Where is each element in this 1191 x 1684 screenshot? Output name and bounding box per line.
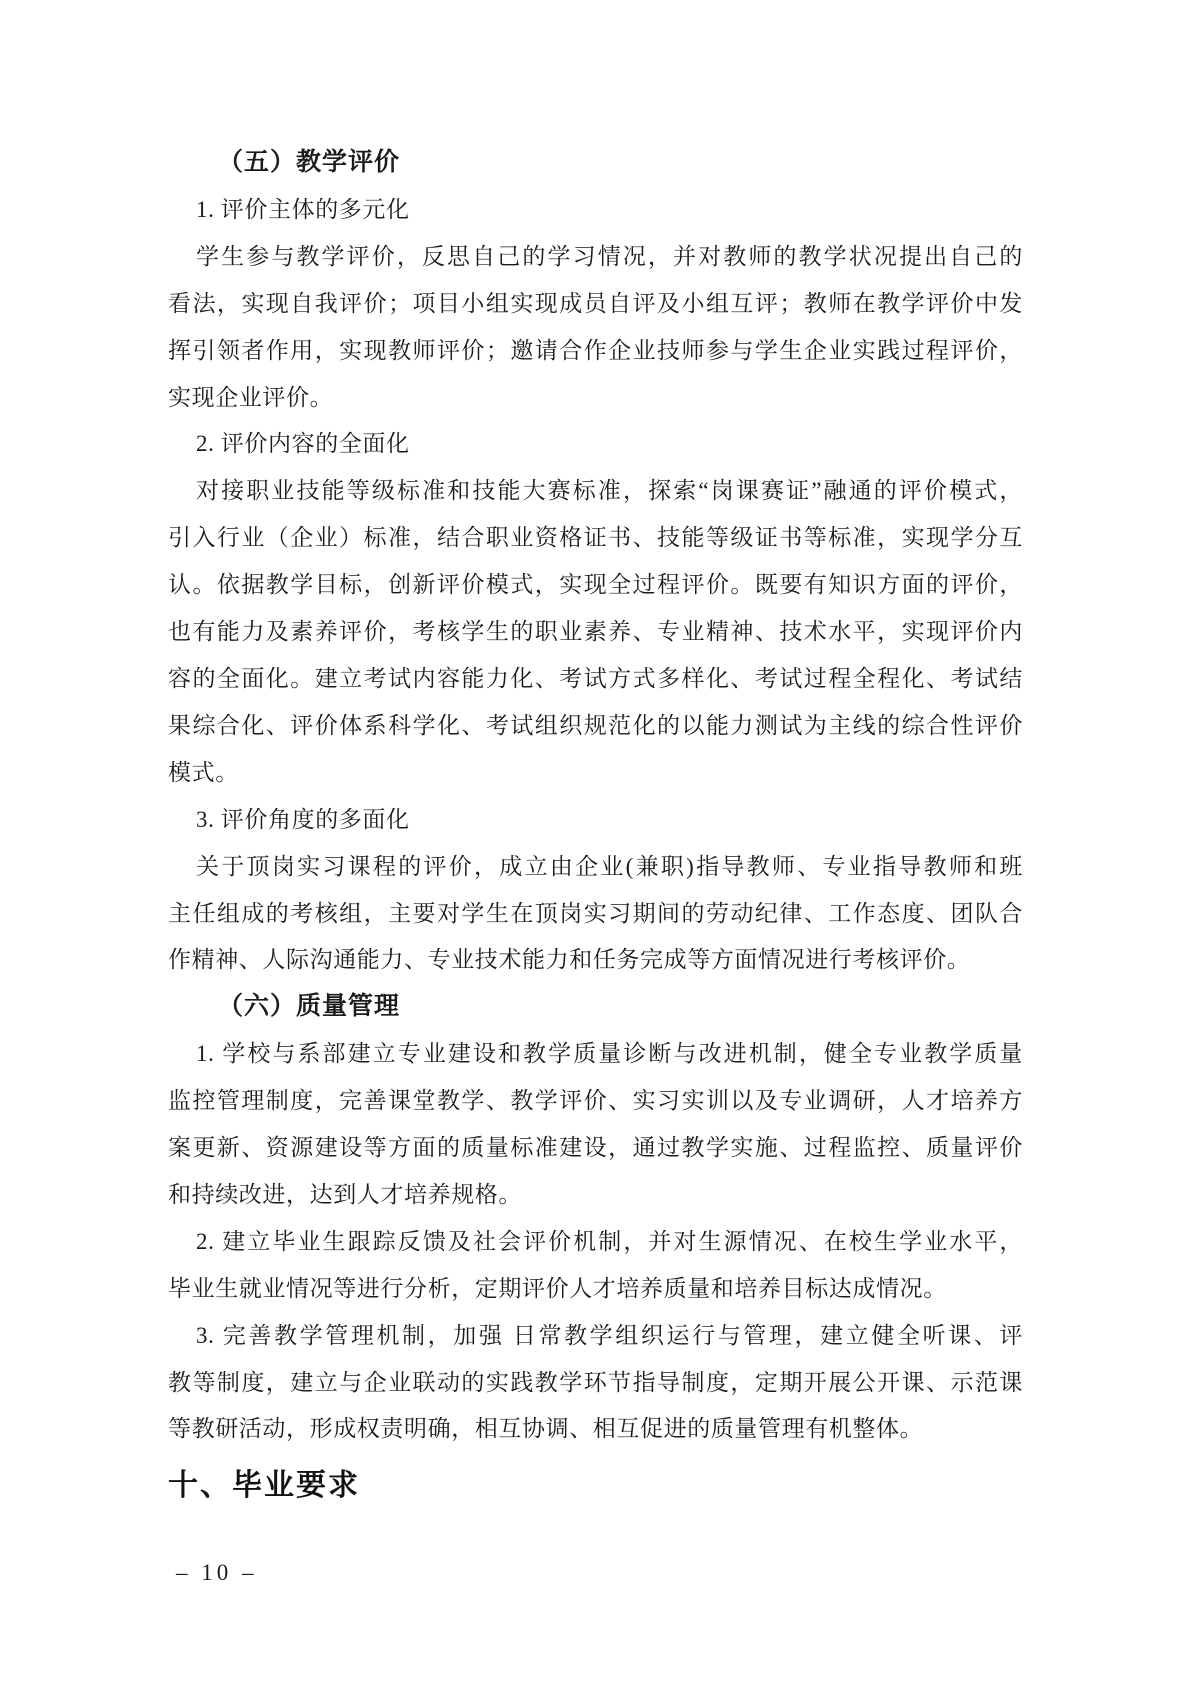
paragraph-line: 对接职业技能等级标准和技能大赛标准，探索“岗课赛证”融通的评价模式， xyxy=(196,478,1023,504)
paragraph-line: 监控管理制度，完善课堂教学、教学评价、实习实训以及专业调研，人才培养方 xyxy=(168,1088,1023,1114)
paragraph-line: 作精神、人际沟通能力、专业技术能力和任务完成等方面情况进行考核评价。 xyxy=(168,947,971,973)
paragraph-line: 毕业生就业情况等进行分析，定期评价人才培养质量和培养目标达成情况。 xyxy=(168,1275,947,1301)
sub1-heading: 1. 评价主体的多元化 xyxy=(196,196,410,222)
paragraph-line: 果综合化、评价体系科学化、考试组织规范化的以能力测试为主线的综合性评价 xyxy=(168,712,1023,738)
document-body xyxy=(168,140,1023,1510)
paragraph-line: 案更新、资源建设等方面的质量标准建设，通过教学实施、过程监控、质量评价 xyxy=(168,1135,1023,1161)
chapter-10-heading: 十、毕业要求 xyxy=(168,1469,360,1503)
paragraph-line: 和持续改进，达到人才培养规格。 xyxy=(168,1181,522,1207)
sub2-heading: 2. 评价内容的全面化 xyxy=(196,431,410,457)
page-number: – 10 – xyxy=(176,1560,258,1585)
paragraph-line: 3. 完善教学管理机制，加强 日常教学组织运行与管理，建立健全听课、评 xyxy=(196,1322,1023,1348)
section-5-heading: （五）教学评价 xyxy=(218,149,401,176)
paragraph-line: 也有能力及素养评价，考核学生的职业素养、专业精神、技术水平，实现评价内 xyxy=(168,619,1023,645)
paragraph-line: 容的全面化。建立考试内容能力化、考试方式多样化、考试过程全程化、考试结 xyxy=(168,665,1023,691)
paragraph-line: 学生参与教学评价，反思自己的学习情况，并对教师的教学状况提出自己的 xyxy=(196,243,1023,269)
paragraph-line: 挥引领者作用，实现教师评价；邀请合作企业技师参与学生企业实践过程评价， xyxy=(168,337,1023,363)
paragraph-line: 实现企业评价。 xyxy=(168,384,334,410)
paragraph-line: 引入行业（企业）标准，结合职业资格证书、技能等级证书等标准，实现学分互 xyxy=(168,525,1023,551)
sub3-heading: 3. 评价角度的多面化 xyxy=(196,806,410,832)
paragraph-line: 看法，实现自我评价；项目小组实现成员自评及小组互评；教师在教学评价中发 xyxy=(168,290,1023,316)
paragraph-line: 模式。 xyxy=(168,759,239,785)
section-6-heading: （六）质量管理 xyxy=(218,993,401,1021)
paragraph-line: 2. 建立毕业生跟踪反馈及社会评价机制，并对生源情况、在校生学业水平， xyxy=(196,1228,1023,1254)
paragraph-line: 教等制度，建立与企业联动的实践教学环节指导制度，定期开展公开课、示范课 xyxy=(168,1369,1023,1395)
paragraph-line: 等教研活动，形成权责明确，相互协调、相互促进的质量管理有机整体。 xyxy=(168,1416,924,1442)
paragraph-line: 1. 学校与系部建立专业建设和教学质量诊断与改进机制，健全专业教学质量 xyxy=(196,1041,1023,1067)
paragraph-line: 关于顶岗实习课程的评价，成立由企业(兼职)指导教师、专业指导教师和班 xyxy=(196,853,1023,879)
paragraph-line: 主任组成的考核组，主要对学生在顶岗实习期间的劳动纪律、工作态度、团队合 xyxy=(168,900,1023,926)
paragraph-line: 认。依据教学目标，创新评价模式，实现全过程评价。既要有知识方面的评价， xyxy=(168,572,1023,598)
